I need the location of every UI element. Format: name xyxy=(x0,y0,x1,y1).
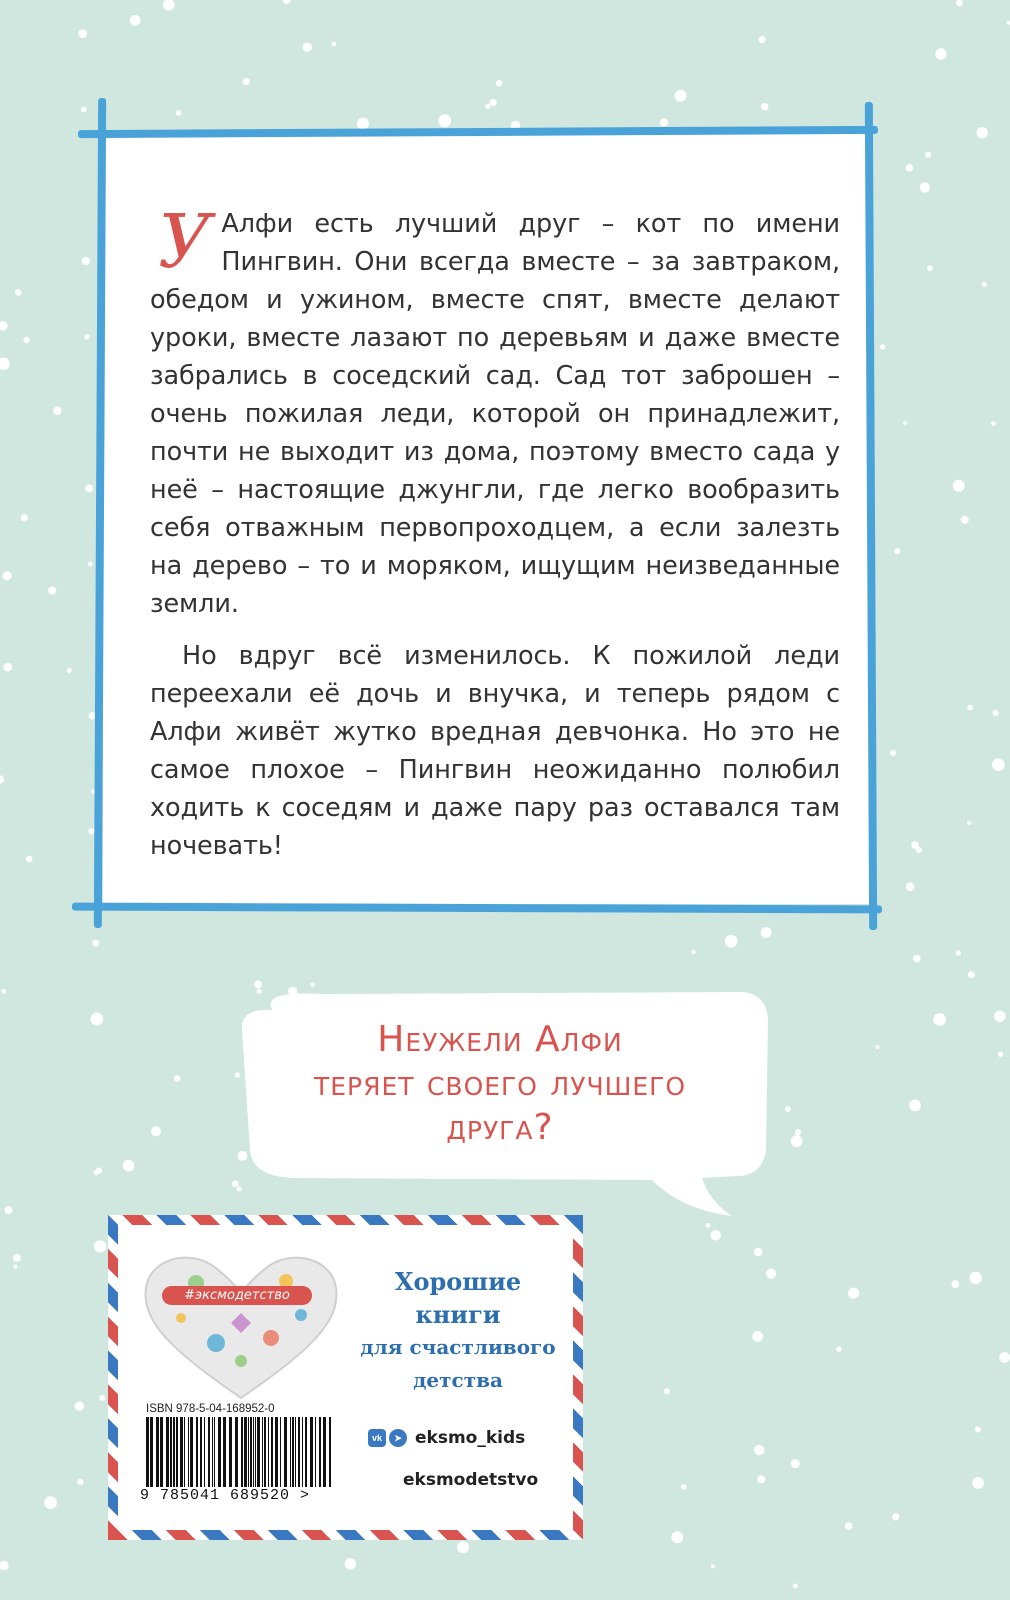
snow-dot xyxy=(174,1075,181,1082)
snow-dot xyxy=(130,15,141,26)
barcode-bar xyxy=(315,1417,316,1487)
snow-dot xyxy=(757,1475,765,1483)
snow-dot xyxy=(48,586,56,594)
snow-dot xyxy=(15,289,22,296)
story-paragraph-2: Но вдруг всё изменилось. К пожилой леди переехали её дочь и внучка, и теперь рядом с Алфи живёт жутко вредная девчонка. Но это не самое плохое – Пингвин неожиданно полюбил ходить к соседям и даже пару раз оставался там ночевать! xyxy=(150,641,840,861)
isbn-label: ISBN 978-5-04-168952-0 xyxy=(146,1403,275,1415)
snow-dot xyxy=(85,485,93,493)
snow-dot xyxy=(909,1100,921,1112)
snow-dot xyxy=(243,78,250,85)
hashtag-label: #эксмодетство xyxy=(162,1286,312,1305)
barcode-bar xyxy=(280,1417,281,1487)
story-paragraph-1 xyxy=(150,199,840,623)
snow-dot xyxy=(761,103,769,111)
bubble-text xyxy=(290,1018,710,1150)
barcode-bar xyxy=(323,1417,326,1487)
snow-dot xyxy=(123,1160,135,1172)
barcode-bar xyxy=(250,1417,252,1487)
snow-dot xyxy=(890,750,896,756)
snow-dot xyxy=(906,882,915,891)
barcode-bar xyxy=(218,1417,221,1487)
snow-dot xyxy=(752,1331,763,1342)
snow-dot xyxy=(675,90,687,102)
snow-dot xyxy=(82,257,90,265)
barcode-bar xyxy=(212,1417,213,1487)
barcode-digits: 9 785041 689520 > xyxy=(140,1487,311,1504)
story-text xyxy=(150,199,840,865)
barcode-bar xyxy=(214,1417,215,1487)
snow-dot xyxy=(992,758,1005,771)
snow-dot xyxy=(81,107,87,113)
telegram-icon: ➤ xyxy=(389,1429,407,1447)
story-paragraph-1-text: Алфи есть лучший друг – кот по имени Пингвин. Они всегда вместе – за завтраком, обедом и ужином, вместе спят, вместе делают уроки, вместе лазают по деревьям и даже вместе забрались в соседский сад. Сад тот заброшен – очень пожилая леди, которой он принадлежит, почти не выходит из дома, поэтому вместо сада у неё – настоящие джунгли, где легко вообразить себя отважным первопроходцем, а если залезть на дерево – то и моряком, ищущим неизведанные земли. xyxy=(150,209,840,619)
snow-dot xyxy=(766,1269,776,1279)
snow-dot xyxy=(845,1522,853,1530)
snow-dot xyxy=(691,950,695,954)
barcode-bar xyxy=(244,1417,247,1487)
snow-dot xyxy=(933,1013,946,1026)
site-handle: eksmodetstvo xyxy=(403,1470,539,1490)
snow-dot xyxy=(660,118,668,126)
barcode-bar xyxy=(235,1417,238,1487)
snow-dot xyxy=(706,1223,711,1228)
snow-dot xyxy=(1,989,6,994)
snow-dot xyxy=(967,705,973,711)
barcode-bar xyxy=(196,1417,198,1487)
snow-dot xyxy=(3,571,12,580)
snow-dot xyxy=(711,1564,715,1568)
snow-dot xyxy=(88,562,93,567)
tagline-line-3: для счастливого xyxy=(360,1335,556,1359)
barcode-bar xyxy=(160,1417,163,1487)
snow-dot xyxy=(681,1484,687,1490)
snow-dot xyxy=(710,1230,721,1241)
barcode-bar xyxy=(146,1417,149,1487)
snow-dot xyxy=(754,1445,764,1455)
snow-dot xyxy=(94,1240,106,1252)
snow-dot xyxy=(0,775,4,783)
barcode-bar xyxy=(292,1417,294,1487)
snow-dot xyxy=(44,1496,57,1509)
barcode-bar xyxy=(284,1417,287,1487)
snow-dot xyxy=(26,856,33,863)
snow-dot xyxy=(894,548,900,554)
barcode-bar xyxy=(262,1417,263,1487)
barcode-bar xyxy=(319,1417,321,1487)
vk-icon: vk xyxy=(368,1429,386,1447)
snow-dot xyxy=(254,981,262,989)
snow-dot xyxy=(75,1402,84,1411)
snow-dot xyxy=(345,1558,356,1569)
snow-dot xyxy=(993,710,999,716)
snow-dot xyxy=(664,1388,670,1394)
barcode-bar xyxy=(166,1417,169,1487)
snow-dot xyxy=(935,48,946,59)
barcode-bar xyxy=(257,1417,260,1487)
snow-dot xyxy=(0,1561,9,1571)
drop-cap: У xyxy=(158,199,212,285)
snow-dot xyxy=(793,1584,798,1589)
barcode-bar xyxy=(150,1417,153,1487)
snow-dot xyxy=(0,321,8,331)
snow-dot xyxy=(92,940,99,947)
snow-dot xyxy=(982,282,987,287)
snow-dot xyxy=(151,1126,161,1136)
snow-dot xyxy=(21,514,28,521)
snow-dot xyxy=(311,983,316,988)
barcode-bar xyxy=(241,1417,243,1487)
heart-logo xyxy=(136,1243,346,1403)
snow-dot xyxy=(759,36,766,43)
barcode-bar xyxy=(184,1417,185,1487)
snow-dot xyxy=(905,164,913,172)
tagline-line-1: Хорошие xyxy=(394,1267,522,1296)
barcode-bar xyxy=(200,1417,202,1487)
snow-dot xyxy=(785,1106,791,1112)
snow-dot xyxy=(903,421,907,425)
social-row xyxy=(368,1428,525,1448)
snow-dot xyxy=(302,43,311,52)
snow-dot xyxy=(67,668,72,673)
snow-dot xyxy=(927,266,933,272)
snow-dot xyxy=(968,971,975,978)
bubble-line-2: теряет своего лучшего xyxy=(313,1063,687,1104)
barcode-bar xyxy=(305,1417,307,1487)
snow-dot xyxy=(84,334,89,339)
barcode-bar xyxy=(253,1417,254,1487)
snow-dot xyxy=(999,1352,1010,1363)
barcode-bar xyxy=(223,1417,226,1487)
snow-dot xyxy=(5,1206,13,1214)
barcode-bar xyxy=(271,1417,273,1487)
barcode-bar xyxy=(248,1417,249,1487)
snow-dot xyxy=(961,516,969,524)
barcode-bar xyxy=(188,1417,189,1487)
snow-dot xyxy=(967,821,971,825)
barcode-bar xyxy=(156,1417,159,1487)
snow-dot xyxy=(913,955,921,963)
snow-dot xyxy=(99,1395,105,1401)
social-handle: eksmo_kids xyxy=(415,1428,526,1448)
snow-dot xyxy=(725,935,738,948)
snow-dot xyxy=(761,927,772,938)
publisher-badge xyxy=(108,1215,583,1540)
snow-dot xyxy=(880,344,885,349)
snow-dot xyxy=(969,1272,981,1284)
snow-dot xyxy=(78,29,87,38)
snow-dot xyxy=(998,1052,1003,1057)
bubble-line-3: друга? xyxy=(446,1107,554,1148)
snow-dot xyxy=(0,358,10,371)
snow-dot xyxy=(991,421,996,426)
snow-dot xyxy=(13,1265,17,1269)
barcode-bar xyxy=(180,1417,183,1487)
snow-dot xyxy=(892,1513,899,1520)
barcode-bar xyxy=(268,1417,269,1487)
snow-dot xyxy=(836,1347,841,1352)
snow-dot xyxy=(457,1541,469,1553)
snow-dot xyxy=(490,99,497,106)
snow-dot xyxy=(176,110,181,115)
snow-dot xyxy=(13,1254,21,1262)
barcode-bar xyxy=(275,1417,278,1487)
barcode-bar xyxy=(208,1417,210,1487)
snow-dot xyxy=(90,1013,103,1026)
barcode-bar xyxy=(170,1417,172,1487)
barcode-bar xyxy=(264,1417,266,1487)
barcode-bar xyxy=(190,1417,193,1487)
snow-dot xyxy=(848,1288,859,1299)
snow-dot xyxy=(791,1459,800,1468)
tagline xyxy=(348,1265,568,1397)
snow-dot xyxy=(876,1045,880,1049)
barcode-bar xyxy=(204,1417,205,1487)
snow-dot xyxy=(77,1479,83,1485)
barcode-bar xyxy=(298,1417,300,1487)
tagline-line-2: книги xyxy=(415,1300,501,1329)
snow-dot xyxy=(671,1531,683,1543)
barcode-bar xyxy=(295,1417,296,1487)
snow-dot xyxy=(1007,21,1010,25)
tagline-line-4: детства xyxy=(413,1368,503,1392)
snow-dot xyxy=(795,1129,801,1135)
snow-dot xyxy=(96,1167,102,1173)
snow-dot xyxy=(953,480,965,492)
snow-dot xyxy=(972,1477,984,1489)
snow-dot xyxy=(3,663,12,672)
snow-dot xyxy=(920,182,930,192)
snow-dot xyxy=(952,1280,960,1288)
snow-dot xyxy=(791,1135,803,1147)
snow-dot xyxy=(956,0,963,6)
barcode-bar xyxy=(255,1417,256,1487)
snow-dot xyxy=(977,127,988,138)
snow-dot xyxy=(163,0,175,11)
barcode-bar xyxy=(173,1417,175,1487)
barcode-bar xyxy=(310,1417,313,1487)
barcode-bar xyxy=(329,1417,331,1487)
barcode xyxy=(144,1417,334,1487)
snow-dot xyxy=(925,152,931,158)
snow-dot xyxy=(916,847,922,853)
snow-dot xyxy=(53,407,61,415)
snow-dot xyxy=(332,42,337,47)
snow-dot xyxy=(438,114,451,127)
snow-dot xyxy=(754,1248,763,1257)
snow-dot xyxy=(485,104,490,109)
snow-dot xyxy=(283,0,291,4)
snow-dot xyxy=(24,337,30,343)
barcode-bar xyxy=(302,1417,303,1487)
bubble-line-1: Неужели Алфи xyxy=(377,1019,623,1060)
snow-dot xyxy=(956,950,961,955)
snow-dot xyxy=(496,80,503,87)
barcode-bar xyxy=(290,1417,291,1487)
snow-dot xyxy=(994,1011,1005,1022)
barcode-bar xyxy=(176,1417,178,1487)
snow-dot xyxy=(975,1427,981,1433)
barcode-bar xyxy=(229,1417,232,1487)
